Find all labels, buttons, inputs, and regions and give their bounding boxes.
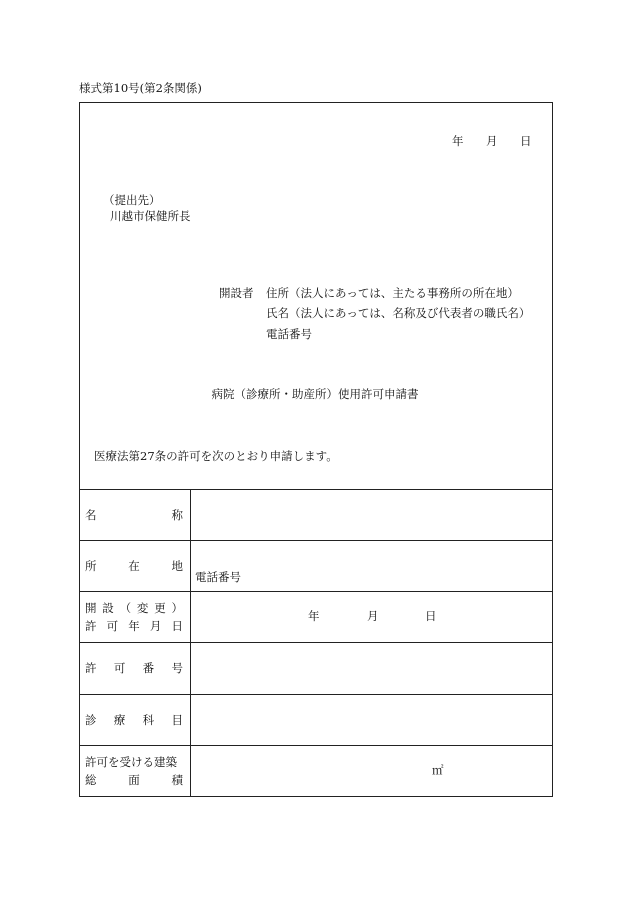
permit-date-label-line2	[85, 619, 183, 633]
name-label	[85, 508, 183, 522]
recipient-label: （提出先）	[103, 193, 161, 207]
label-char: 設	[102, 600, 114, 615]
date-day-label: 日	[520, 134, 532, 148]
location-value-cell	[191, 540, 553, 591]
form-number: 様式第10号(第2条関係)	[79, 81, 202, 95]
applicant-phone-label: 電話番号	[266, 327, 312, 341]
row-label-cell	[85, 489, 183, 540]
label-char: 目	[171, 712, 183, 727]
table-row-permit-date	[79, 591, 553, 642]
recipient-name: 川越市保健所長	[110, 209, 191, 223]
row-label-cell	[85, 745, 183, 796]
label-char: 日	[171, 618, 183, 633]
table-row-name	[79, 489, 553, 540]
label-char: 更	[154, 600, 166, 615]
permit-date-value-cell	[191, 591, 553, 642]
location-label	[85, 559, 183, 573]
label-char: 号	[171, 660, 183, 675]
label-char: 名	[85, 507, 97, 522]
label-char: （	[119, 600, 132, 615]
row-label-cell	[85, 642, 183, 693]
label-char: 許	[85, 660, 97, 675]
label-char: 可	[113, 660, 126, 675]
label-char: ）	[171, 600, 183, 615]
date-month-label: 月	[486, 134, 498, 148]
label-char: 積	[171, 772, 183, 787]
application-statement: 医療法第27条の許可を次のとおり申請します。	[94, 449, 338, 463]
table-row-floor-area	[79, 745, 553, 796]
row-label-cell	[85, 540, 183, 591]
table-row-location	[79, 540, 553, 591]
label-char: 所	[85, 558, 97, 573]
permit-day-label: 日	[425, 609, 437, 623]
label-char: 番	[142, 660, 155, 675]
label-char: 面	[128, 772, 140, 787]
label-char: 診	[85, 712, 97, 727]
label-char: 総	[85, 772, 97, 787]
label-char: 在	[128, 558, 140, 573]
permit-year-label: 年	[308, 609, 320, 623]
permit-number-value-cell	[191, 642, 553, 693]
applicant-address-label: 住所（法人にあっては、主たる事務所の所在地）	[266, 286, 519, 300]
location-phone-label: 電話番号	[195, 570, 241, 584]
applicant-role: 開設者	[219, 286, 254, 300]
floor-area-value-cell	[191, 745, 553, 796]
permit-date-label-line1	[85, 601, 183, 615]
floor-area-label-line1: 許可を受ける建築	[85, 754, 177, 769]
permit-month-label: 月	[367, 609, 379, 623]
floor-area-unit: ㎡	[432, 763, 444, 777]
date-year-label: 年	[452, 134, 464, 148]
floor-area-label-line2	[85, 773, 183, 787]
name-value-cell	[191, 489, 553, 540]
permit-number-label	[85, 661, 183, 675]
form-title: 病院（診療所・助産所）使用許可申請書	[211, 387, 419, 401]
applicant-name-label: 氏名（法人にあっては、名称及び代表者の職氏名）	[266, 306, 531, 320]
departments-label	[85, 713, 183, 727]
label-char: 月	[149, 618, 162, 633]
label-char: 開	[85, 600, 97, 615]
label-char: 許	[85, 618, 97, 633]
label-char: 年	[128, 618, 140, 633]
label-char: 療	[113, 712, 126, 727]
table-row-departments	[79, 694, 553, 745]
label-char: 科	[142, 712, 155, 727]
row-label-cell	[85, 591, 183, 642]
label-char: 変	[136, 600, 149, 615]
label-char: 称	[171, 507, 183, 522]
label-char: 地	[171, 558, 183, 573]
label-char: 可	[106, 618, 119, 633]
departments-value-cell	[191, 694, 553, 745]
row-label-cell	[85, 694, 183, 745]
table-row-permit-number	[79, 642, 553, 693]
